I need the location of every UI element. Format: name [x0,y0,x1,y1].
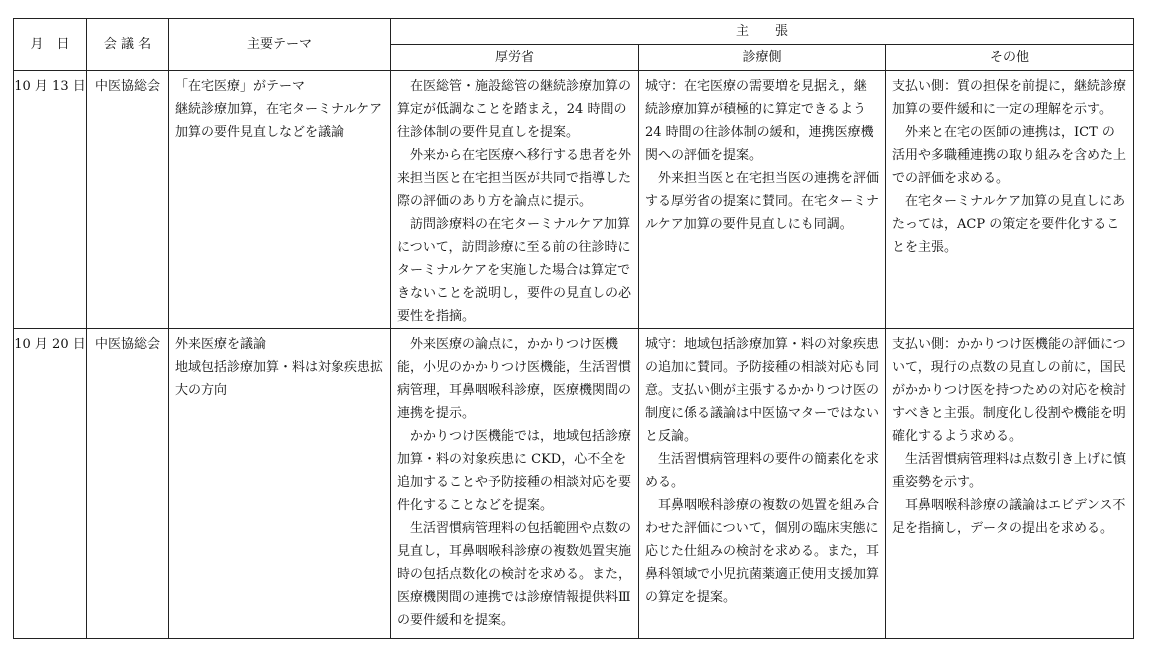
paragraph: 支払い側：質の担保を前提に，継続診療加算の要件緩和に一定の理解を示す。 [892,79,1127,117]
row-date: 10 月 20 日 [14,329,87,639]
row-medical [639,329,886,639]
header-mhlw: 厚労省 [391,45,639,71]
theme-line: 「在宅医療」がテーマ [175,79,306,94]
paragraph: 耳鼻咽喉科診療の議論はエビデンス不足を指摘し，データの提出を求める。 [892,498,1126,536]
row-mhlw [391,71,639,329]
paragraph: 耳鼻咽喉科診療の複数の処置を組み合わせた評価について，個別の臨床実態に応じた仕組みの検討を求める。また，耳鼻科領域で小児抗菌薬適正使用支援加算の算定を提案。 [645,498,880,605]
row-meeting: 中医協総会 [87,329,169,639]
row-medical [639,71,886,329]
paragraph: 在宅ターミナルケア加算の見直しにあたっては，ACP の策定を要件化することを主張。 [892,194,1126,255]
claims-table [13,18,1134,639]
row-mhlw [391,329,639,639]
paragraph: 外来医療の論点に，かかりつけ医機能，小児のかかりつけ医機能，生活習慣病管理，耳鼻咽喉科診療，医療機関間の連携を提示。 [397,337,632,421]
header-month-day: 月 日 [14,19,87,71]
header-claims: 主 張 [391,19,1134,45]
theme-line: 外来医療を議論 [175,337,267,352]
paragraph: 生活習慣病管理料は点数引き上げに慎重姿勢を示す。 [892,452,1127,490]
table-row [14,329,1134,639]
paragraph: 生活習慣病管理料の要件の簡素化を求める。 [645,452,880,490]
row-other [886,71,1134,329]
row-other [886,329,1134,639]
header-medical: 診療側 [639,45,886,71]
paragraph: 生活習慣病管理料の包括範囲や点数の見直し，耳鼻咽喉科診療の複数処置実施時の包括点数化の検討を求める。また，医療機関間の連携では診療情報提供料Ⅲの要件緩和を提案。 [397,521,632,628]
table-row [14,71,1134,329]
paragraph: 支払い側：かかりつけ医機能の評価について，現行の点数の見直しの前に，国民がかかりつけ医を持つための対応を検討すべきと主張。制度化し役割や機能を明確化するよう求める。 [892,337,1127,444]
paragraph: 外来担当医と在宅担当医の連携を評価する厚労省の提案に賛同。在宅ターミナルケア加算の要件見直しにも同調。 [645,171,880,232]
paragraph: 在医総管・施設総管の継続診療加算の算定が低調なことを踏まえ，24 時間の往診体制の要件見直しを提案。 [397,79,632,140]
row-date: 10 月 13 日 [14,71,87,329]
paragraph: 城守：地域包括診療加算・料の対象疾患の追加に賛同。予防接種の相談対応も同意。支払い側が主張するかかりつけ医の制度に係る議論は中医協マターではないと反論。 [645,337,880,444]
row-meeting: 中医協総会 [87,71,169,329]
paragraph: 外来と在宅の医師の連携は，ICT の活用や多職種連携の取り組みを含めた上での評価を求める。 [892,125,1127,186]
theme-line: 地域包括診療加算・料は対象疾患拡大の方向 [175,360,384,398]
paragraph: 外来から在宅医療へ移行する患者を外来担当医と在宅担当医が共同で指導した際の評価のあり方を論点に提示。 [397,148,632,209]
header-theme: 主要テーマ [169,19,391,71]
paragraph: かかりつけ医機能では，地域包括診療加算・料の対象疾患に CKD，心不全を追加することや予防接種の相談対応を要件化することなどを提案。 [397,429,632,513]
paragraph: 城守：在宅医療の需要増を見据え，継続診療加算が積極的に算定できるよう 24 時間の往診体制の緩和，連携医療機関への評価を提案。 [645,79,874,163]
paragraph: 訪問診療料の在宅ターミナルケア加算について，訪問診療に至る前の往診時にターミナルケアを実施した場合は算定できないことを説明し，要件の見直しの必要性を指摘。 [397,217,632,324]
row-theme [169,71,391,329]
theme-line: 継続診療加算，在宅ターミナルケア加算の要件見直しなどを議論 [175,102,383,140]
row-theme [169,329,391,639]
header-other: その他 [886,45,1134,71]
header-meeting: 会 議 名 [87,19,169,71]
